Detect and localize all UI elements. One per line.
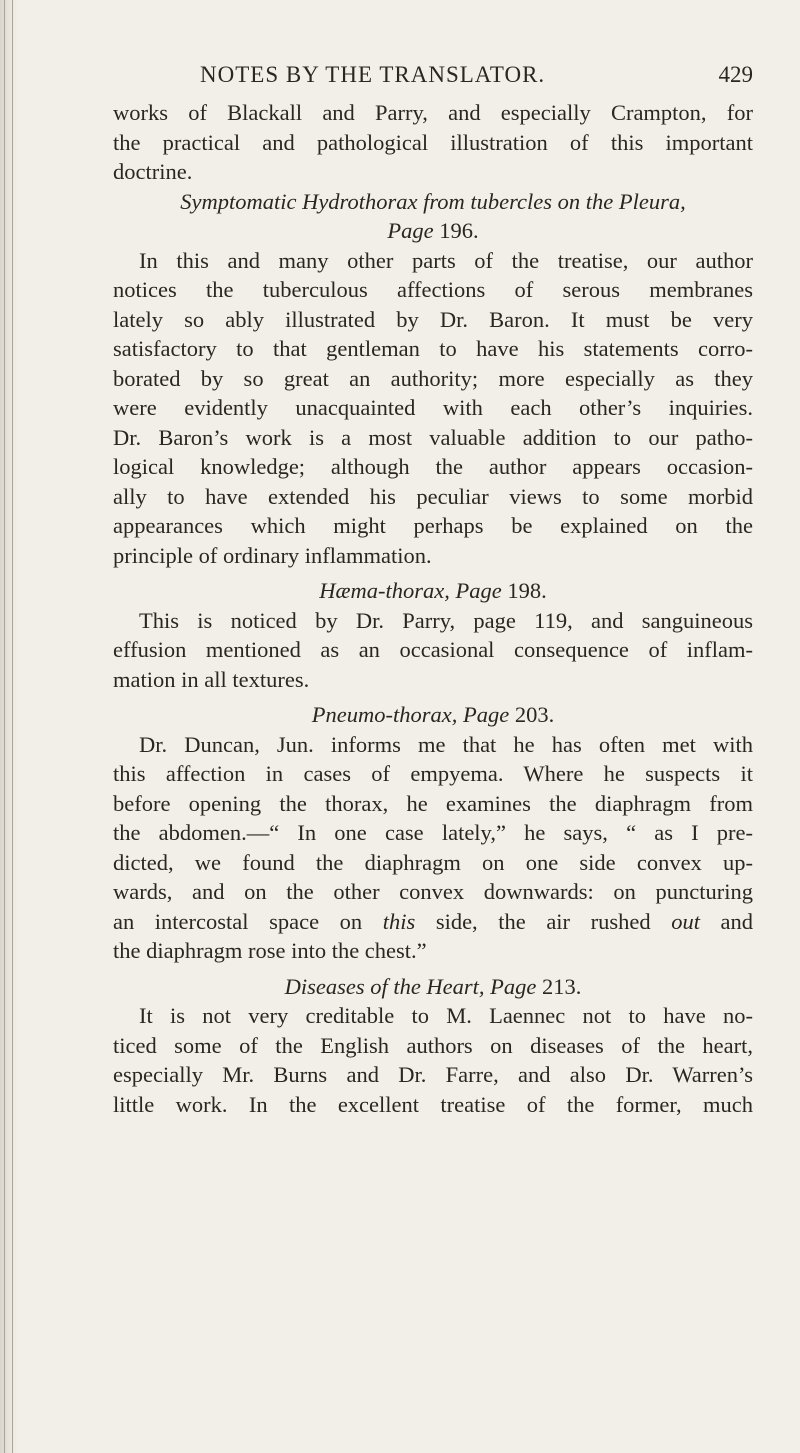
- heading-line: Symptomatic Hydrothorax from tubercles on the Pleura,: [180, 188, 686, 214]
- text-line: This is noticed by Dr. Parry, page 119, and sanguineous: [139, 607, 753, 633]
- heading-page-label: Page: [387, 218, 434, 243]
- section-heading-haema-thorax: [113, 576, 753, 606]
- section-heading-heart-diseases: [113, 972, 753, 1002]
- section-body-hydrothorax: [113, 246, 753, 571]
- text-line: Dr. Duncan, Jun. informs me that he has often met with: [139, 731, 753, 757]
- text-line: borated by so great an authority; more especially as they: [113, 365, 753, 391]
- text-line: were evidently unacquainted with each other’s inquiries.: [113, 395, 753, 420]
- text-line: appearances which might perhaps be explained on the: [113, 513, 753, 538]
- text-line: satisfactory to that gentleman to have his statements corro-: [113, 336, 753, 361]
- text-fragment: an intercostal space on: [113, 908, 363, 934]
- text-fragment: side, the air rushed: [435, 908, 651, 934]
- page-header: [113, 62, 753, 98]
- section-heading-hydrothorax: [113, 187, 753, 246]
- text-line: [113, 907, 753, 937]
- text-line: Dr. Baron’s work is a most valuable addition to our patho-: [113, 424, 753, 450]
- binding-line: [12, 0, 13, 1453]
- text-line: lately so ably illustrated by Dr. Baron. It must be very: [113, 306, 753, 332]
- text-line: In this and many other parts of the treatise, our author: [139, 247, 753, 273]
- book-page: [113, 62, 753, 1119]
- text-line: It is not very creditable to M. Laennec not to have no-: [139, 1003, 753, 1028]
- text-line: the diaphragm rose into the chest.”: [113, 938, 427, 963]
- text-line: the abdomen.—“ In one case lately,” he says, “ as I pre-: [113, 820, 753, 845]
- heading-title: Hæma-thorax, Page: [319, 578, 502, 603]
- text-line: ally to have extended his peculiar views to some morbid: [113, 483, 753, 509]
- text-fragment: and: [720, 908, 754, 934]
- continuation-paragraph: [113, 98, 753, 187]
- heading-page-ref: 198.: [507, 578, 547, 603]
- running-title: NOTES BY THE TRANSLATOR.: [200, 62, 546, 87]
- section-body-haema-thorax: [113, 606, 753, 695]
- text-line: effusion mentioned as an occasional consequence of inflam-: [113, 637, 753, 662]
- text-line: especially Mr. Burns and Dr. Farre, and also Dr. Warren’s: [113, 1062, 753, 1087]
- section-body-heart-diseases: [113, 1001, 753, 1119]
- italic-word: out: [671, 908, 700, 934]
- text-line: the practical and pathological illustration of this important: [113, 129, 753, 155]
- text-line: this affection in cases of empyema. Where he suspects it: [113, 761, 753, 786]
- text-line: principle of ordinary inflammation.: [113, 542, 432, 568]
- heading-title: Diseases of the Heart, Page: [284, 973, 537, 999]
- text-line: mation in all textures.: [113, 666, 310, 692]
- text-line: works of Blackall and Parry, and especially Crampton, for: [113, 100, 753, 125]
- page-number: 429: [718, 62, 753, 87]
- text-line: wards, and on the other convex downwards: on puncturing: [113, 879, 753, 904]
- heading-page-ref: 203.: [514, 702, 555, 727]
- text-line: ticed some of the English authors on diseases of the heart,: [113, 1032, 753, 1058]
- heading-page-ref: 213.: [542, 973, 582, 999]
- text-line: little work. In the excellent treatise of the former, much: [113, 1091, 753, 1117]
- text-line: before opening the thorax, he examines the diaphragm from: [113, 790, 753, 816]
- text-line: logical knowledge; although the author appears occasion-: [113, 454, 753, 479]
- section-heading-pneumo-thorax: [113, 700, 753, 730]
- heading-title: Pneumo-thorax, Page: [311, 702, 510, 727]
- italic-word: this: [382, 908, 416, 934]
- heading-page-ref: 196.: [439, 218, 479, 243]
- page-binding-shadow: [0, 0, 18, 1453]
- binding-line: [4, 0, 5, 1453]
- section-body-pneumo-thorax: [113, 730, 753, 966]
- text-line: doctrine.: [113, 159, 193, 184]
- text-line: notices the tuberculous affections of serous membranes: [113, 277, 753, 302]
- text-line: dicted, we found the diaphragm on one side convex up-: [113, 849, 753, 875]
